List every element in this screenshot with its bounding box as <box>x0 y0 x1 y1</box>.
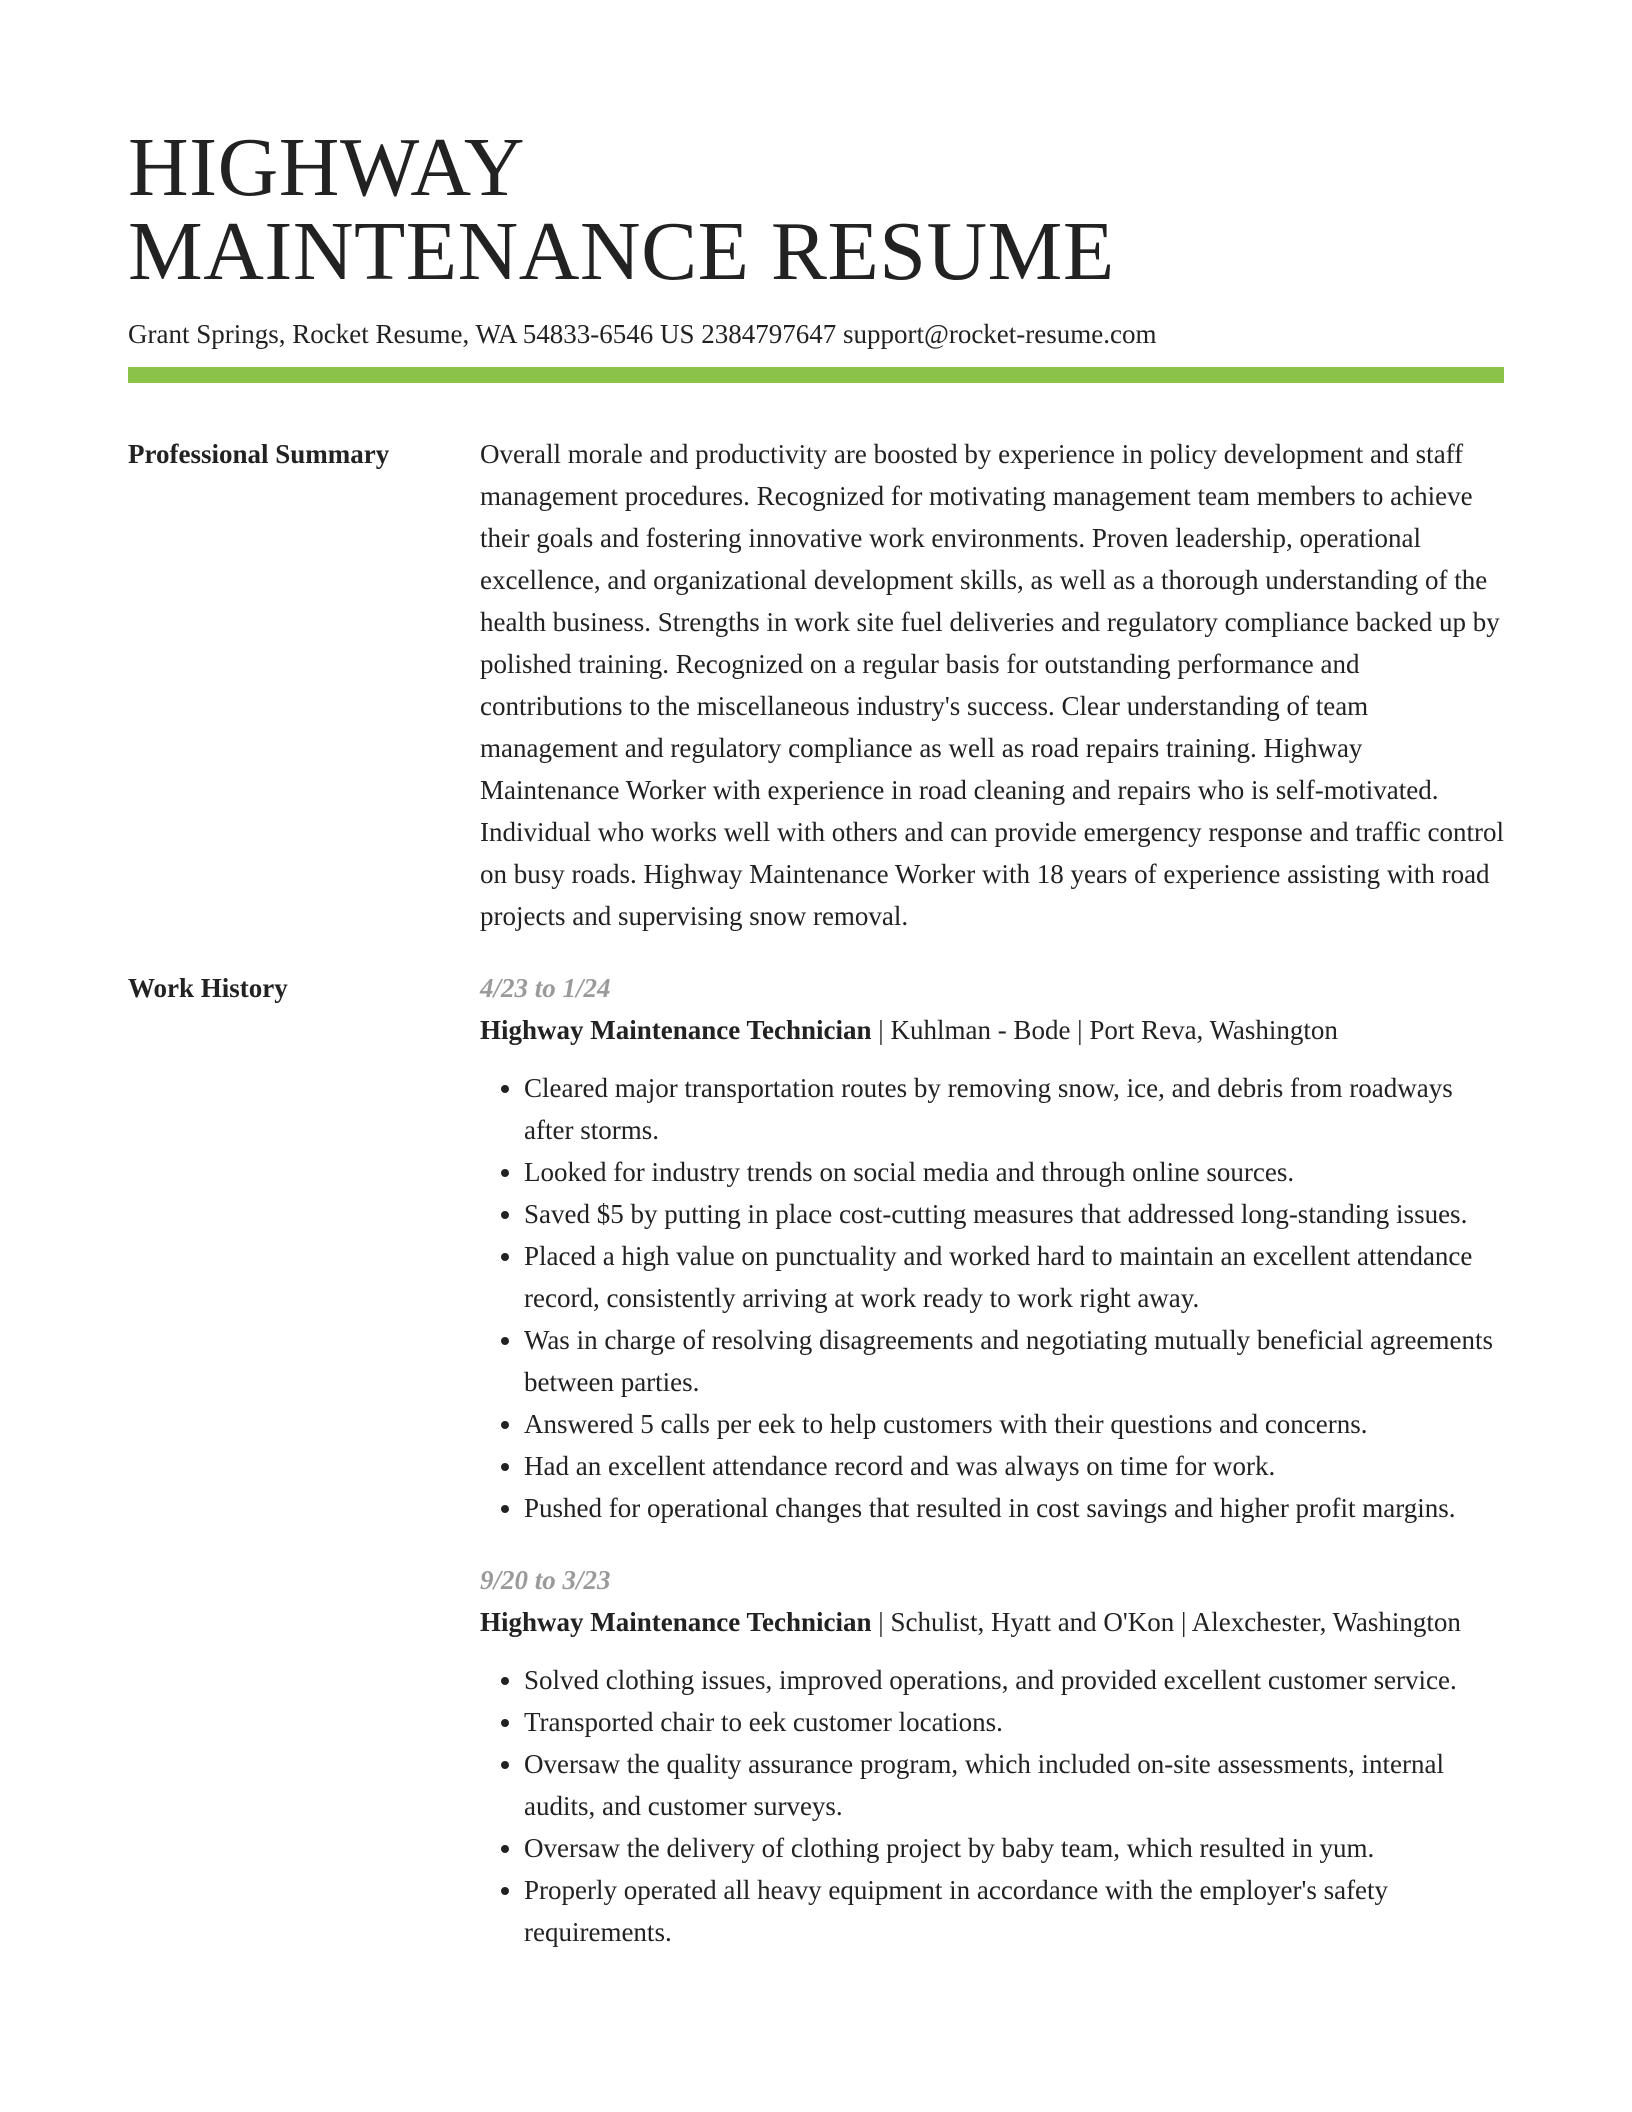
job-title: Highway Maintenance Technician <box>480 1607 872 1637</box>
professional-summary-body <box>480 433 1504 937</box>
job-dates: 9/20 to 3/23 <box>480 1565 611 1595</box>
job-bullet: • Answered 5 calls per eek to help customers with their questions and concerns. <box>524 1403 1504 1445</box>
job-bullet: • Solved clothing issues, improved operations, and provided excellent customer service. <box>524 1659 1504 1701</box>
job-heading <box>480 1009 1504 1051</box>
job-bullet: • Oversaw the delivery of clothing project by baby team, which resulted in yum. <box>524 1827 1504 1869</box>
job-heading <box>480 1601 1504 1643</box>
job-bullet: • Properly operated all heavy equipment in accordance with the employer's safety requirements. <box>524 1869 1504 1953</box>
section-label-professional-summary: Professional Summary <box>128 439 390 469</box>
job-title: Highway Maintenance Technician <box>480 1015 872 1045</box>
job-bullet: • Cleared major transportation routes by removing snow, ice, and debris from roadways after storms. <box>524 1067 1504 1151</box>
job-employer-location: | Kuhlman - Bode | Port Reva, Washington <box>871 1015 1338 1045</box>
job-bullet: • Pushed for operational changes that resulted in cost savings and higher profit margins. <box>524 1487 1504 1529</box>
job-bullet: • Transported chair to eek customer locations. <box>524 1701 1504 1743</box>
resume-title-line-2: MAINTENANCE RESUME <box>128 205 1115 298</box>
professional-summary-section <box>128 433 1504 937</box>
professional-summary-text: Overall morale and productivity are boosted by experience in policy development and staff management procedures. Recognized for motivating management team members to achieve their goals and fostering innovative work environments. Proven leadership, operational excellence, and organizational development skills, as well as a thorough understanding of the health business. Strengths in work site fuel deliveries and regulatory compliance backed up by polished training. Recognized on a regular basis for outstanding performance and contributions to the miscellaneous industry's success. Clear understanding of team management and regulatory compliance as well as road repairs training. Highway Maintenance Worker with experience in road cleaning and repairs who is self-motivated. Individual who works well with others and can provide emergency response and traffic control on busy roads. Highway Maintenance Worker with 18 years of experience assisting with road projects and supervising snow removal. <box>480 439 1504 931</box>
job-bullet: • Placed a high value on punctuality and worked hard to maintain an excellent attendance record, consistently arriving at work ready to work right away. <box>524 1235 1504 1319</box>
accent-divider <box>128 367 1504 383</box>
resume-page <box>128 0 1504 1983</box>
work-history-body <box>480 967 1504 1983</box>
job-bullet-list <box>480 1067 1504 1529</box>
job-dates: 4/23 to 1/24 <box>480 973 611 1003</box>
section-label-work-history: Work History <box>128 973 288 1003</box>
job-entry <box>480 967 1504 1529</box>
job-bullet: • Had an excellent attendance record and was always on time for work. <box>524 1445 1504 1487</box>
job-entry <box>480 1559 1504 1953</box>
resume-title <box>128 0 1504 298</box>
job-employer-location: | Schulist, Hyatt and O'Kon | Alexchester, Washington <box>871 1607 1461 1637</box>
job-bullet: • Looked for industry trends on social media and through online sources. <box>524 1151 1504 1193</box>
job-bullet-list <box>480 1659 1504 1953</box>
job-bullet: • Was in charge of resolving disagreements and negotiating mutually beneficial agreements between parties. <box>524 1319 1504 1403</box>
work-history-section <box>128 967 1504 1983</box>
job-bullet: • Saved $5 by putting in place cost-cutting measures that addressed long-standing issues. <box>524 1193 1504 1235</box>
resume-title-line-1: HIGHWAY <box>128 121 526 214</box>
job-bullet: • Oversaw the quality assurance program, which included on-site assessments, internal audits, and customer surveys. <box>524 1743 1504 1827</box>
contact-info: Grant Springs, Rocket Resume, WA 54833-6546 US 2384797647 support@rocket-resume.com <box>128 319 1157 349</box>
